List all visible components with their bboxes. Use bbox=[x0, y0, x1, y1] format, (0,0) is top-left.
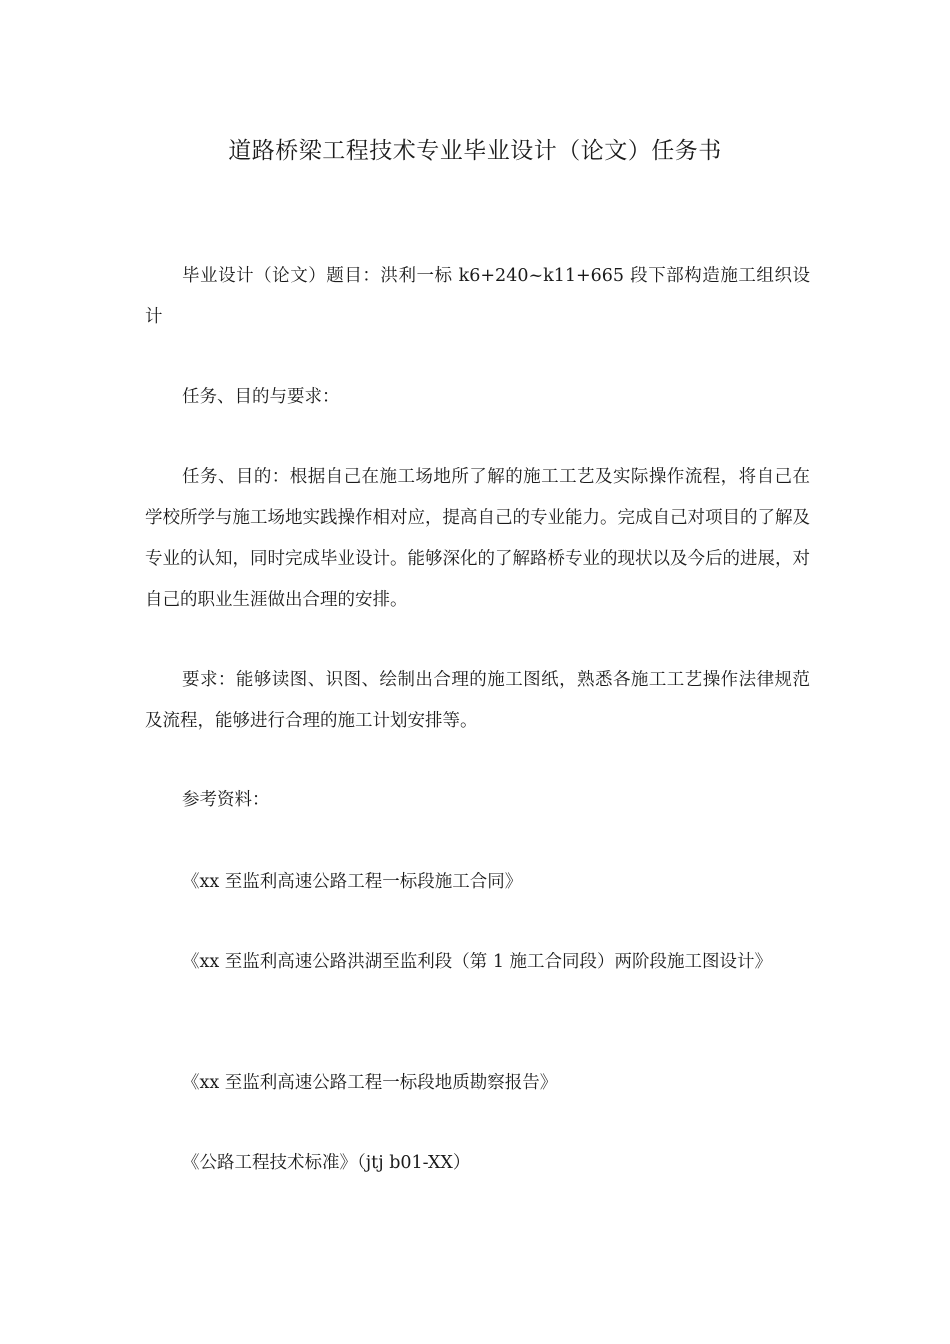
reference-item: 《公路工程技术标准》（jtj b01-XX） bbox=[182, 1153, 471, 1173]
section-heading-task-goals: 任务、目的与要求： bbox=[182, 387, 340, 407]
references-heading: 参考资料： bbox=[182, 790, 270, 810]
reference-item: 《xx 至监利高速公路工程一标段地质勘察报告》 bbox=[182, 1073, 558, 1093]
task-purpose-paragraph: 任务、目的：根据自己在施工场地所了解的施工工艺及实际操作流程，将自己在学校所学与施工场地实践操作相对应，提高自己的专业能力。完成自己对项目的了解及专业的认知，同时完成毕业设计。能够深化的了解路桥专业的现状以及今后的进展，对自己的职业生涯做出合理的安排。 bbox=[145, 467, 810, 610]
reference-item: 《xx 至监利高速公路工程一标段施工合同》 bbox=[182, 872, 523, 892]
requirements-paragraph: 要求：能够读图、识图、绘制出合理的施工图纸，熟悉各施工工艺操作法律规范及流程，能够进行合理的施工计划安排等。 bbox=[145, 670, 810, 731]
thesis-topic: 毕业设计（论文）题目：洪利一标 k6+240~k11+665 段下部构造施工组织设计 bbox=[145, 266, 810, 327]
document-title: 道路桥梁工程技术专业毕业设计（论文）任务书 bbox=[228, 138, 722, 164]
reference-item: 《xx 至监利高速公路洪湖至监利段（第 1 施工合同段）两阶段施工图设计》 bbox=[182, 952, 773, 972]
